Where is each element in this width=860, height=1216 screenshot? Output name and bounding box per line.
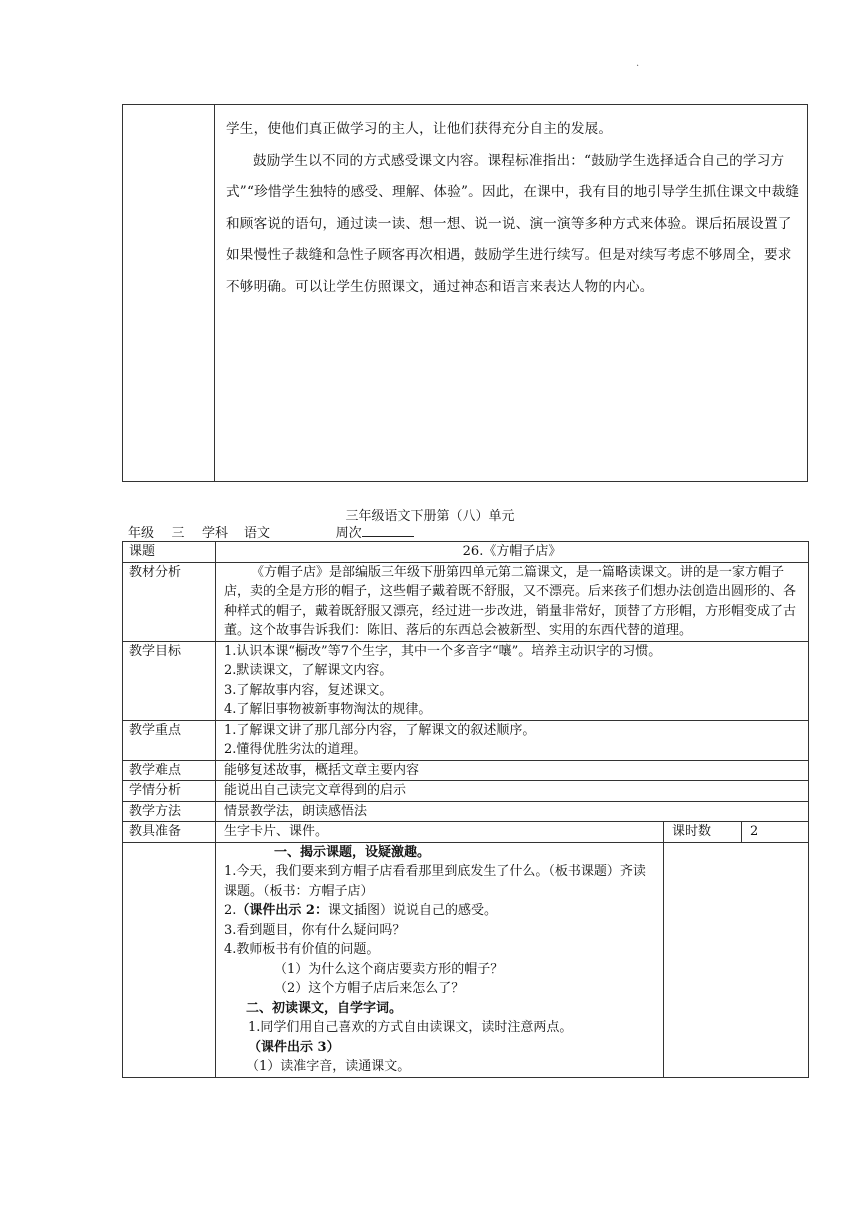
goals-label: 教学目标 — [123, 641, 216, 720]
goal-item: 3.了解故事内容，复述课文。 — [224, 682, 393, 698]
students-text: 能说出自己读完文章得到的启示 — [216, 781, 809, 802]
tools-text: 生字卡片、课件。 — [216, 822, 664, 843]
lesson-plan-table — [122, 541, 809, 1078]
students-label: 学情分析 — [123, 781, 216, 802]
row-difficulty — [123, 760, 809, 781]
keypoint-item: 1.了解课文讲了那几部分内容，了解课文的叙述顺序。 — [224, 722, 536, 738]
process-item: 2.（课件出示 2：课文插图）说说自己的感受。 — [224, 903, 497, 918]
row-tools — [123, 822, 809, 843]
process-item: 3.看到题目，你有什么疑问吗？ — [224, 922, 406, 938]
analysis-text: 《方帽子店》是部编版三年级下册第四单元第二篇课文，是一篇略读课文。讲的是一家方帽子店，卖的全是方形的帽子，这些帽子戴着既不舒服，又不漂亮。后来孩子们想办法创造出圆形的、各种样式的帽子，戴着既舒服又漂亮，经过进一步改进，销量非常好，顶替了方形帽，方形帽变成了古董。这个故事告诉我们：陈旧、落后的东西总会被新型、实用的东西代替的道理。 — [224, 564, 797, 638]
row-topic — [123, 542, 809, 563]
subject-value: 语文 — [228, 527, 286, 542]
row-analysis — [123, 562, 809, 641]
process-notes-cell — [664, 842, 809, 1077]
row-keypoints — [123, 720, 809, 760]
method-label: 教学方法 — [123, 801, 216, 822]
process-item: （1）读准字音，读通课文。 — [246, 1059, 411, 1074]
process-question: （2）这个方帽子店后来怎么了？ — [274, 981, 465, 996]
row-goals — [123, 641, 809, 720]
keypoints-label: 教学重点 — [123, 720, 216, 760]
topic-value: 26.《方帽子店》 — [216, 542, 809, 563]
keypoint-item: 2.懂得优胜劣汰的道理。 — [224, 742, 367, 757]
info-row — [128, 522, 414, 542]
continuation-label-cell — [123, 105, 215, 481]
grade-value: 三 — [154, 527, 202, 542]
hours-value: 2 — [742, 822, 809, 843]
process-item: 4.教师板书有价值的问题。 — [224, 942, 380, 957]
difficulty-label: 教学难点 — [123, 760, 216, 781]
process-heading-1: 一、揭示课题，设疑激趣。 — [274, 844, 431, 860]
goal-item: 1.认识本课“橱改”等7个生字，其中一个多音字“嚷”。培养主动识字的习惯。 — [224, 643, 662, 659]
continuation-content — [226, 114, 804, 303]
row-method — [123, 801, 809, 822]
process-question: （1）为什么这个商店要卖方形的帽子？ — [274, 961, 504, 977]
topic-label: 课题 — [123, 542, 216, 563]
difficulty-text: 能够复述故事，概括文章主要内容 — [216, 760, 809, 781]
process-item: 1.今天，我们要来到方帽子店看看那里到底发生了什么。（板书课题）齐读课题。（板书：方帽子店） — [224, 864, 646, 899]
row-students — [123, 781, 809, 802]
tools-label: 教具准备 — [123, 822, 216, 843]
process-item: 1.同学们用自己喜欢的方式自由读课文，读时注意两点。（课件出示 3） — [248, 1020, 573, 1055]
method-text: 情景教学法，朗读感悟法 — [216, 801, 809, 822]
reflection-continuation-table — [122, 104, 808, 482]
page-mark: . — [636, 58, 640, 69]
week-value — [362, 536, 414, 537]
analysis-label: 教材分析 — [123, 562, 216, 641]
row-process — [123, 842, 809, 1077]
week-label: 周次 — [335, 526, 362, 541]
process-heading-2: 二、初读课文，自学字词。 — [246, 1000, 403, 1016]
goal-item: 2.默读课文，了解课文内容。 — [224, 663, 393, 678]
continuation-paragraph-2: 鼓励学生以不同的方式感受课文内容。课程标准指出：“鼓励学生选择适合自己的学习方式”“珍惜学生独特的感受、理解、体验”。因此，在课中，我有目的地引导学生抓住课文中裁缝和顾客说的语句，通过读一读、想一想、说一说、演一演等多种方式来体验。课后拓展设置了如果慢性子裁缝和急性子顾客再次相遇，鼓励学生进行续写。但是对续写考虑不够周全，要求不够明确。可以让学生仿照课文，通过神态和语言来表达人物的内心。 — [226, 152, 800, 295]
process-label-cell — [123, 842, 216, 1077]
unit-title: 三年级语文下册第（八）单元 — [345, 509, 515, 524]
hours-label: 课时数 — [664, 822, 742, 843]
grade-label: 年级 — [128, 526, 155, 541]
process-content — [216, 842, 664, 1077]
subject-label: 学科 — [202, 526, 229, 541]
continuation-paragraph-1: 学生，使他们真正做学习的主人，让他们获得充分自主的发展。 — [226, 121, 613, 137]
goal-item: 4.了解旧事物被新事物淘汰的规律。 — [224, 702, 432, 717]
